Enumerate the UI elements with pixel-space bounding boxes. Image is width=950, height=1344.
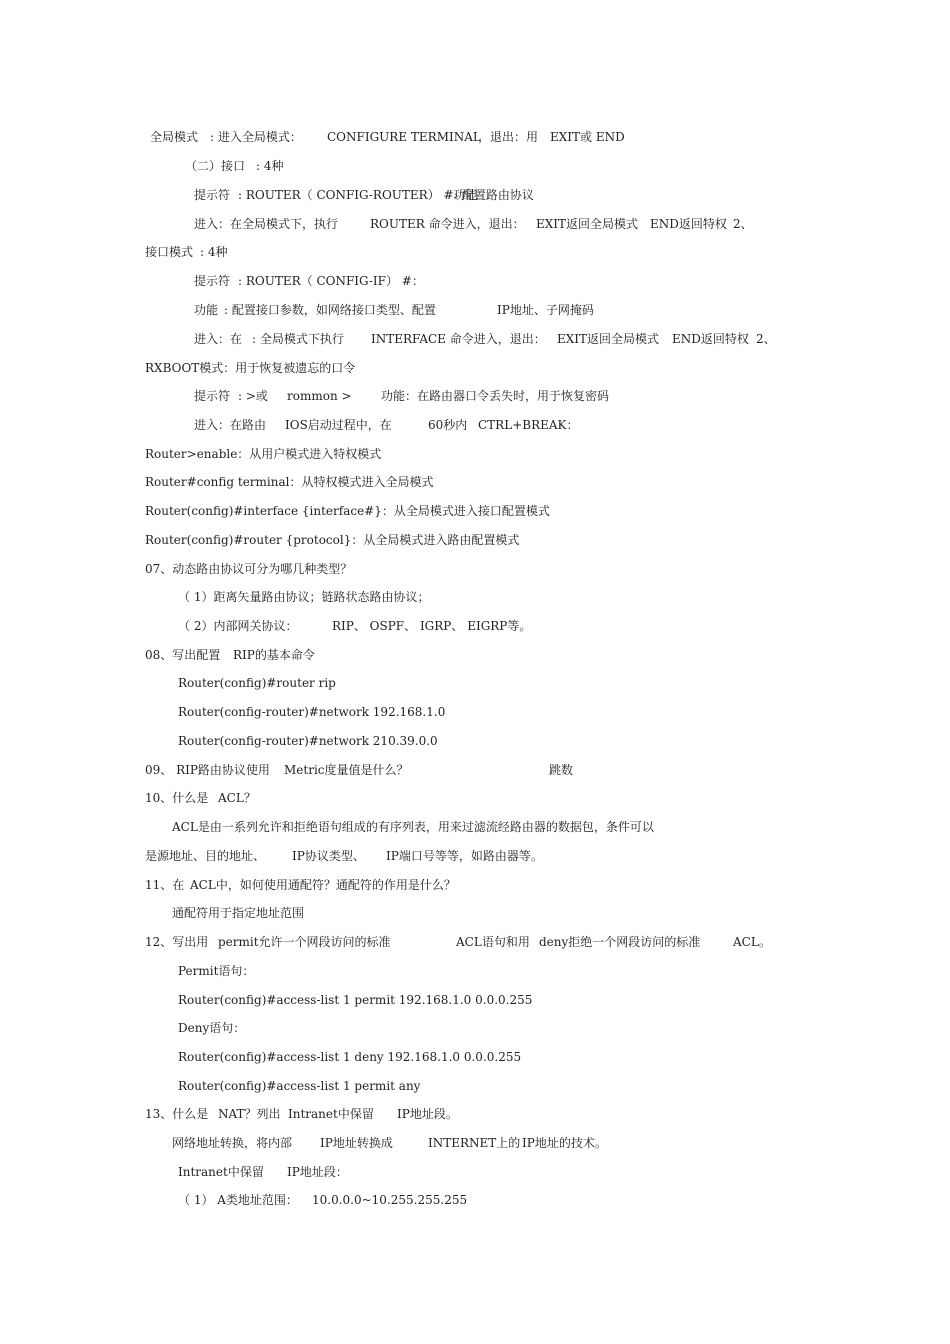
text-line <box>0 214 950 234</box>
text-segment: ACL是由一系列允许和拒绝语句组成的有序列表，用来过滤流经路由器的数据包，条件可以 <box>172 820 654 834</box>
text-segment: IP地址段： <box>287 1165 348 1179</box>
text-line <box>0 559 950 579</box>
text-line <box>0 875 950 895</box>
text-line <box>0 1047 950 1067</box>
text-segment: EXIT返回全局模式 <box>557 332 660 346</box>
text-line <box>0 271 950 291</box>
text-line <box>0 760 950 780</box>
text-segment: IP地址的技术。 <box>522 1136 607 1150</box>
text-line <box>0 788 950 808</box>
text-segment: 进入：在路由 <box>194 418 267 432</box>
text-line <box>0 415 950 435</box>
text-segment: EXIT或 END <box>550 130 625 144</box>
text-segment: NAT？列出 <box>218 1107 281 1121</box>
text-segment: 是源地址、目的地址、 <box>145 849 266 863</box>
text-segment: : 4种 <box>256 159 284 173</box>
text-segment: 13、什么是 <box>145 1107 209 1121</box>
text-line <box>0 1190 950 1210</box>
text-line <box>0 645 950 665</box>
text-segment: EXIT返回全局模式 <box>536 217 639 231</box>
text-segment: IP地址、子网掩码 <box>497 303 594 317</box>
text-segment: : ROUTER（ CONFIG-IF） #： <box>238 274 424 288</box>
text-segment: （ 1） A类地址范围： <box>178 1193 298 1207</box>
text-segment: Router(config-router)#network 210.39.0.0 <box>178 734 438 748</box>
text-line <box>0 702 950 722</box>
text-segment: 09、 RIP路由协议使用 <box>145 763 270 777</box>
text-segment: : ROUTER（ CONFIG-ROUTER） #功能 <box>238 188 478 202</box>
text-segment: : 4种 <box>200 245 228 259</box>
text-segment: ，退出：用 <box>478 130 539 144</box>
text-segment: : 配置路由协议 <box>454 188 534 202</box>
text-segment: 11、在 <box>145 878 185 892</box>
text-segment: Router(config)#access-list 1 deny 192.168.1.0 0.0.0.255 <box>178 1050 522 1064</box>
text-segment: IOS启动过程中，在 <box>285 418 392 432</box>
text-segment: 07、动态路由协议可分为哪几种类型？ <box>145 562 353 576</box>
text-line <box>0 1076 950 1096</box>
text-segment: Intranet中保留 <box>178 1165 264 1179</box>
text-segment: 60秒内 <box>428 418 468 432</box>
text-segment: ACL？ <box>218 791 256 805</box>
text-segment: 2、 <box>756 332 776 346</box>
text-segment: ACL。 <box>733 935 771 949</box>
text-line <box>0 300 950 320</box>
text-segment: 提示符 <box>194 188 231 202</box>
text-segment: END返回特权 <box>672 332 749 346</box>
text-segment: INTERFACE 命令进入，退出： <box>371 332 546 346</box>
text-segment: deny拒绝一个网段访问的标准 <box>539 935 701 949</box>
text-line <box>0 1133 950 1153</box>
text-segment: 08、写出配置 <box>145 648 221 662</box>
text-segment: RIP的基本命令 <box>233 648 315 662</box>
text-line <box>0 903 950 923</box>
text-segment: IP端口号等等，如路由器等。 <box>386 849 543 863</box>
text-line <box>0 358 950 378</box>
text-segment: RXBOOT模式：用于恢复被遗忘的口令 <box>145 361 356 375</box>
text-segment: 功能：在路由器口令丢失时，用于恢复密码 <box>381 389 610 403</box>
text-line <box>0 444 950 464</box>
text-segment: IP地址转换成 <box>320 1136 393 1150</box>
text-line <box>0 817 950 837</box>
text-segment: Permit语句： <box>178 964 255 978</box>
text-segment: rommon > <box>287 389 352 403</box>
text-line <box>0 731 950 751</box>
text-line <box>0 185 950 205</box>
text-segment: Router(config-router)#network 192.168.1.0 <box>178 705 446 719</box>
text-segment: : >或 <box>238 389 268 403</box>
text-segment: : 进入全局模式： <box>210 130 302 144</box>
text-line <box>0 501 950 521</box>
text-line <box>0 587 950 607</box>
text-line <box>0 530 950 550</box>
text-segment: 进入：在全局模式下，执行 <box>194 217 339 231</box>
text-segment: 10、什么是 <box>145 791 209 805</box>
text-segment: 进入：在 <box>194 332 243 346</box>
text-segment: CONFIGURE TERMINAL <box>327 130 481 144</box>
text-segment: END返回特权 <box>650 217 727 231</box>
text-segment: 10.0.0.0~10.255.255.255 <box>312 1193 468 1207</box>
text-segment: Router(config)#access-list 1 permit any <box>178 1079 421 1093</box>
text-segment: IP地址段。 <box>397 1107 458 1121</box>
text-segment: Router(config)#interface {interface#}：从全局模式进入接口配置模式 <box>145 504 550 518</box>
text-segment: permit允许一个网段访问的标准 <box>218 935 391 949</box>
text-segment: 接口模式 <box>145 245 194 259</box>
text-segment: 2、 <box>733 217 753 231</box>
text-segment: Intranet中保留 <box>288 1107 374 1121</box>
text-line <box>0 156 950 176</box>
text-line <box>0 1018 950 1038</box>
text-segment: Metric度量值是什么？ <box>284 763 409 777</box>
text-segment: 跳数 <box>549 763 574 777</box>
text-segment: 功能 <box>194 303 219 317</box>
text-segment: Deny语句： <box>178 1021 246 1035</box>
text-segment: 提示符 <box>194 389 231 403</box>
text-line <box>0 990 950 1010</box>
text-segment: : 全局模式下执行 <box>252 332 344 346</box>
text-segment: 网络地址转换，将内部 <box>172 1136 293 1150</box>
text-segment: Router(config)#router {protocol}：从全局模式进入路由配置模式 <box>145 533 520 547</box>
text-segment: Router#config terminal：从特权模式进入全局模式 <box>145 475 434 489</box>
text-segment: Router(config)#access-list 1 permit 192.168.1.0 0.0.0.255 <box>178 993 533 1007</box>
text-segment: Router(config)#router rip <box>178 676 336 690</box>
text-segment: CTRL+BREAK： <box>478 418 579 432</box>
text-segment: 提示符 <box>194 274 231 288</box>
text-segment: ROUTER 命令进入，退出： <box>370 217 525 231</box>
text-segment: Router>enable：从用户模式进入特权模式 <box>145 447 382 461</box>
text-line <box>0 386 950 406</box>
text-segment: （ 1）距离矢量路由协议；链路状态路由协议； <box>178 590 430 604</box>
text-line <box>0 1162 950 1182</box>
text-line <box>0 673 950 693</box>
text-line <box>0 932 950 952</box>
text-line <box>0 846 950 866</box>
text-segment: 全局模式 <box>150 130 199 144</box>
text-line <box>0 472 950 492</box>
text-segment: （二）接口 <box>185 159 246 173</box>
text-line <box>0 329 950 349</box>
text-segment: IP协议类型、 <box>292 849 365 863</box>
text-segment: RIP、 OSPF、 IGRP、 EIGRP等。 <box>332 619 532 633</box>
text-line <box>0 616 950 636</box>
text-segment: ACL中，如何使用通配符？通配符的作用是什么？ <box>190 878 456 892</box>
text-segment: INTERNET上的 <box>428 1136 521 1150</box>
text-line <box>0 127 950 147</box>
text-segment: ACL语句和用 <box>456 935 530 949</box>
text-line <box>0 242 950 262</box>
text-line <box>0 961 950 981</box>
text-line <box>0 1104 950 1124</box>
text-segment: : 配置接口参数，如网络接口类型、配置 <box>224 303 436 317</box>
text-segment: （ 2）内部网关协议： <box>178 619 298 633</box>
text-segment: 通配符用于指定地址范围 <box>172 906 305 920</box>
text-segment: 12、写出用 <box>145 935 209 949</box>
